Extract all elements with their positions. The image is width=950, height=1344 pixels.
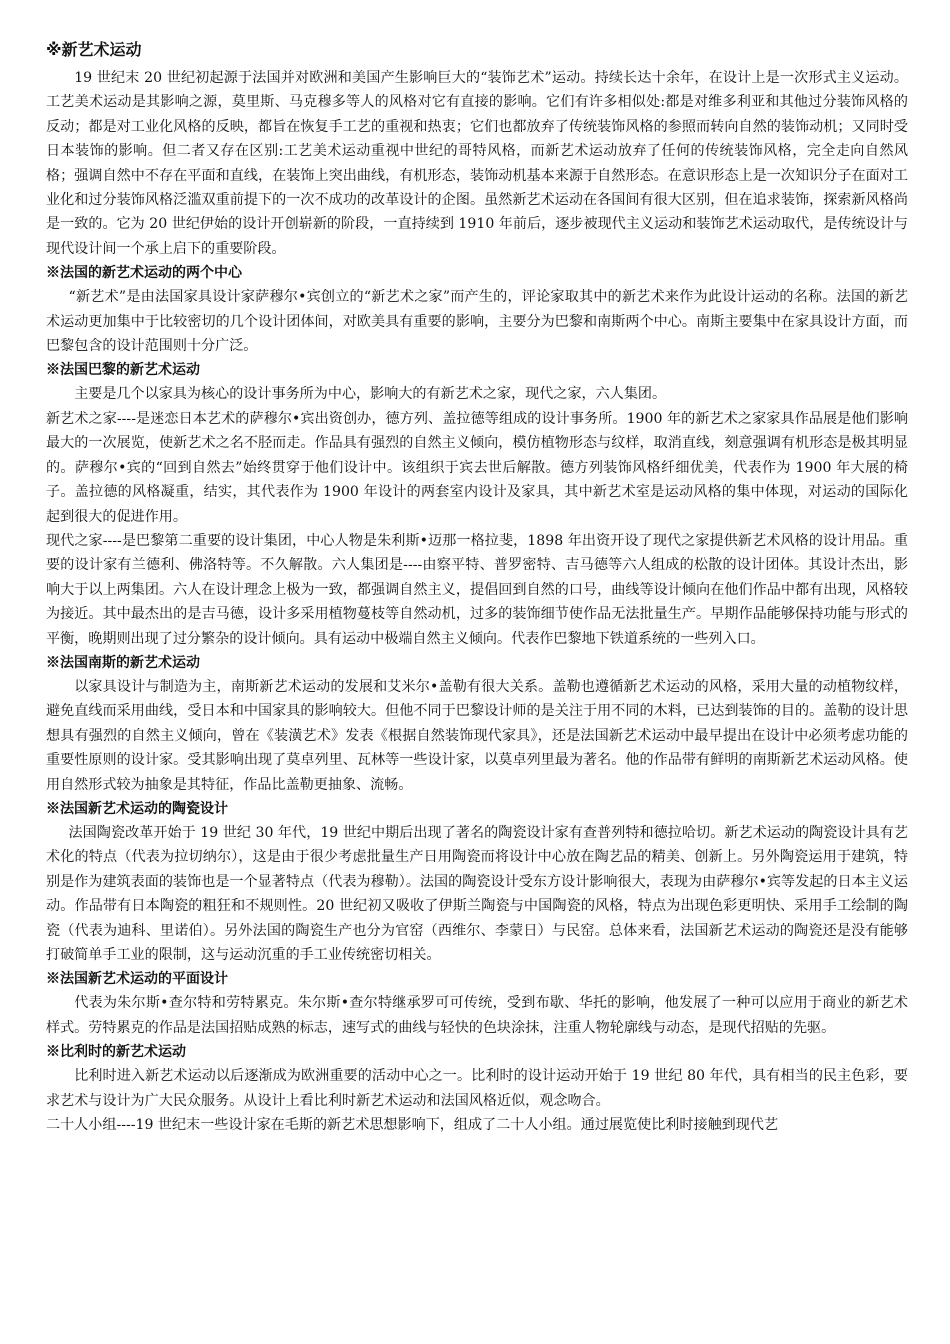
paragraph-maison-moderne: 现代之家----是巴黎第二重要的设计集团，中心人物是朱利斯•迈那一格拉斐，1898 年出资开设了现代之家提供新艺术风格的设计用品。重要的设计家有兰德利、佛洛特等。不久解散。六人集团是----由察平特、普罗密特、吉马德等六人组成的松散的设计团体。其设计杰出，影响大于以上两集团。六人在设计理念上极为一致，都强调自然主义，提倡回到自然的口号，曲线等设计倾向在他们作品中都有出现，风格较为接近。其中最杰出的是吉马德，设计多采用植物蔓枝等自然动机，过多的装饰细节使作品无法批量生产。早期作品能够保持功能与形式的平衡，晚期则出现了过分繁杂的设计倾向。具有运动中极端自然主义倾向。代表作巴黎地下铁道系统的一些列入口。 bbox=[46, 532, 908, 647]
intro-paragraph: 19 世纪末 20 世纪初起源于法国并对欧洲和美国产生影响巨大的“装饰艺术”运动。持续长达十余年，在设计上是一次形式主义运动。工艺美术运动是其影响之源，莫里斯、马克穆多等人的风格对它有直接的影响。它们有许多相似处:都是对维多利亚和其他过分装饰风格的反动；都是对工业化风格的反映，都旨在恢复手工艺的重视和热衷；它们也都放弃了传统装饰风格的参照而转向自然的装饰动机；又同时受日本装饰的影响。但二者又存在区别:工艺美术运动重视中世纪的哥特风格，而新艺术运动放弃了任何的传统装饰风格，完全走向自然风格；强调自然中不存在平面和直线，在装饰上突出曲线，有机形态，装饰动机基本来源于自然形态。在意识形态上是一次知识分子在面对工业化和过分装饰风格泛滥双重前提下的一次不成功的改革设计的企图。虽然新艺术运动在各国间有很大区别，但在追求装饰，探索新风格尚是一致的。它为 20 世纪伊始的设计开创崭新的阶段，一直持续到 1910 年前后，逐步被现代主义运动和装饰艺术运动取代，是传统设计与现代设计间一个承上启下的重要阶段。 bbox=[46, 70, 908, 257]
paragraph-two-centers: “新艺术”是由法国家具设计家萨穆尔•宾创立的“新艺术之家”而产生的，评论家取其中的新艺术来作为此设计运动的名称。法国的新艺术运动更加集中于比较密切的几个设计团体间，对欧美具有重要的影响，主要分为巴黎和南斯两个中心。南斯主要集中在家具设计方面，而巴黎包含的设计范围则十分广泛。 bbox=[46, 289, 908, 355]
section-heading-nancy: ※法国南斯的新艺术运动 bbox=[46, 654, 200, 671]
paragraph-ceramics: 法国陶瓷改革开始于 19 世纪 30 年代，19 世纪中期后出现了著名的陶瓷设计家有查普列特和德拉哈切。新艺术运动的陶瓷设计具有艺术化的特点（代表为拉切纳尔），这是由于很少考虑批量生产日用陶瓷而将设计中心放在陶艺品的精美、创新上。另外陶瓷运用于建筑，特别是作为建筑表面的装饰也是一个显著特点（代表为穆勒）。法国的陶瓷设计受东方设计影响很大，表现为由萨穆尔•宾等发起的日本主义运动。作品带有日本陶瓷的粗狂和不规则性。20 世纪初又吸收了伊斯兰陶瓷与中国陶瓷的风格，特点为出现色彩更明快、采用手工绘制的陶瓷（代表为迪科、里诺伯）。另外法国的陶瓷生产也分为官窑（西维尔、李蒙日）与民窑。总体来看，法国新艺术运动的陶瓷还是没有能够打破简单手工业的限制，这与运动沉重的手工业传统密切相关。 bbox=[46, 824, 908, 963]
paragraph-maison-art-nouveau: 新艺术之家----是迷恋日本艺术的萨穆尔•宾出资创办，德方列、盖拉德等组成的设计事务所。1900 年的新艺术之家家具作品展是他们影响最大的一次展览，使新艺术之名不胫而走。作品具有强烈的自然主义倾向，模仿植物形态与纹样，取消直线，刻意强调有机形态是极其明显的。萨穆尔•宾的“回到自然去”始终贯穿于他们设计中。该组织于宾去世后解散。德方列装饰风格纤细优美，代表作为 1900 年大展的椅子。盖拉德的风格凝重，结实，其代表作为 1900 年设计的两套室内设计及家具，其中新艺术室是运动风格的集中体现，对运动的国际化起到很大的促进作用。 bbox=[46, 410, 908, 525]
paragraph-graphic: 代表为朱尔斯•查尔特和劳特累克。朱尔斯•查尔特继承罗可可传统，受到布歇、华托的影响，他发展了一种可以应用于商业的新艺术样式。劳特累克的作品是法国招贴成熟的标志，速写式的曲线与轻快的色块涂抹，注重人物轮廓线与动态，是现代招贴的先驱。 bbox=[46, 995, 908, 1036]
paragraph-paris-intro: 主要是几个以家具为核心的设计事务所为中心，影响大的有新艺术之家，现代之家，六人集团。 bbox=[74, 386, 667, 403]
section-heading-paris: ※法国巴黎的新艺术运动 bbox=[46, 362, 200, 379]
paragraph-les-vingt: 二十人小组----19 世纪末一些设计家在毛斯的新艺术思想影响下，组成了二十人小组。通过展览使比利时接触到现代艺 bbox=[46, 1117, 779, 1134]
section-heading-graphic: ※法国新艺术运动的平面设计 bbox=[46, 971, 228, 988]
section-heading-ceramics: ※法国新艺术运动的陶瓷设计 bbox=[46, 800, 228, 817]
page-title: ※新艺术运动 bbox=[46, 40, 142, 59]
section-heading-two-centers: ※法国的新艺术运动的两个中心 bbox=[46, 265, 242, 282]
paragraph-nancy: 以家具设计与制造为主，南斯新艺术运动的发展和艾米尔•盖勒有很大关系。盖勒也遵循新艺术运动的风格，采用大量的动植物纹样，避免直线而采用曲线，受日本和中国家具的影响较大。但他不同于巴黎设计师的是关注于用不同的木料，已达到装饰的目的。盖勒的设计思想具有强烈的自然主义倾向，曾在《装潢艺术》发表《根据自然装饰现代家具》，还是法国新艺术运动中最早提出在设计中必须考虑功能的重要性原则的设计家。受其影响出现了莫卓列里、瓦林等一些设计家，以莫卓列里最为著名。他的作品带有鲜明的南斯新艺术运动风格。使用自然形式较为抽象是其特征，作品比盖勒更抽象、流畅。 bbox=[46, 678, 908, 793]
paragraph-belgium: 比利时进入新艺术运动以后逐渐成为欧洲重要的活动中心之一。比利时的设计运动开始于 19 世纪 80 年代，具有相当的民主色彩，要求艺术与设计为广大民众服务。从设计上看比利时新艺术运动和法国风格近似，观念吻合。 bbox=[46, 1068, 908, 1109]
section-heading-belgium: ※比利时的新艺术运动 bbox=[46, 1044, 186, 1061]
